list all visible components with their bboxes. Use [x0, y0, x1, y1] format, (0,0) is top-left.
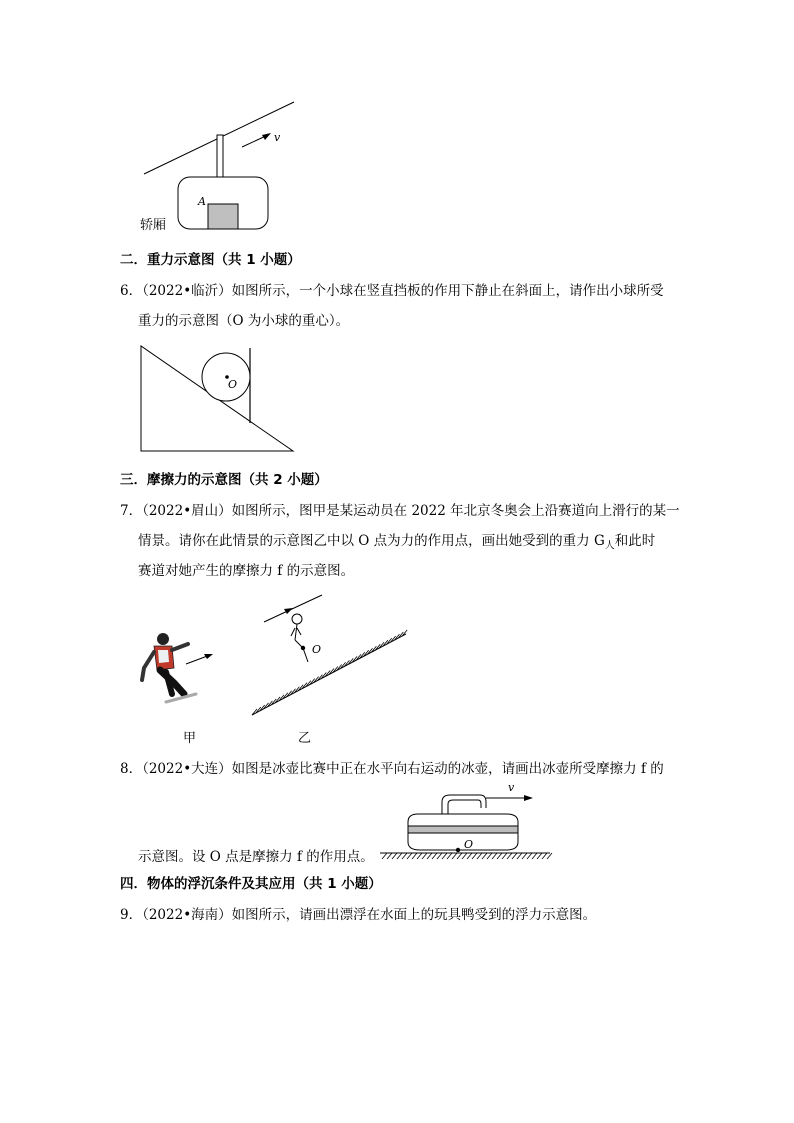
section-4-title: 四．物体的浮沉条件及其应用（共 1 小题）	[120, 876, 382, 892]
question-8-line1: 8．（2022•大连）如图是冰壶比赛中正在水平向右运动的冰壶，请画出冰壶所受摩擦力 f 的	[120, 761, 664, 777]
question-9-line1: 9．（2022•海南）如图所示，请画出漂浮在水面上的玩具鸭受到的浮力示意图。	[120, 907, 597, 923]
skier-photo-figure	[132, 628, 222, 713]
velocity-label-curling: v	[508, 781, 515, 794]
velocity-label: v	[274, 131, 281, 144]
point-o-label-slope: O	[312, 643, 322, 656]
question-7-line2-text: 情景。请你在此情景的示意图乙中以 O 点为力的作用点，画出她受到的重力 G	[138, 533, 605, 549]
cable-car-label: 轿厢	[140, 218, 167, 233]
question-6-line1: 6．（2022•临沂）如图所示，一个小球在竖直挡板的作用下静止在斜面上，请作出小球所受	[120, 283, 664, 299]
figure-yi-caption: 乙	[298, 731, 312, 746]
question-6-line2: 重力的示意图（O 为小球的重心）。	[138, 313, 350, 329]
center-of-gravity-label: O	[228, 378, 238, 391]
question-8-line2: 示意图。设 O 点是摩擦力 f 的作用点。	[138, 849, 374, 865]
question-7-line3: 赛道对她产生的摩擦力 f 的示意图。	[138, 563, 355, 579]
slope-sketch-figure	[250, 590, 410, 720]
question-7-subscript: 人	[604, 540, 615, 552]
incline-ball-figure	[138, 340, 298, 455]
curling-stone-figure	[378, 778, 553, 863]
question-7-line2-tail: 和此时	[614, 533, 656, 549]
question-7-line1: 7．（2022•眉山）如图所示，图甲是某运动员在 2022 年北京冬奥会上沿赛道向上滑行的某一	[120, 503, 680, 519]
section-3-title: 三．摩擦力的示意图（共 2 小题）	[120, 472, 328, 488]
ice-hatching	[382, 853, 552, 859]
point-o-label-curling: O	[464, 838, 474, 851]
figure-jia-caption: 甲	[183, 731, 197, 746]
section-2-title: 二．重力示意图（共 1 小题）	[120, 252, 301, 268]
slope-hatching	[252, 630, 407, 715]
point-a-label: A	[198, 195, 206, 208]
